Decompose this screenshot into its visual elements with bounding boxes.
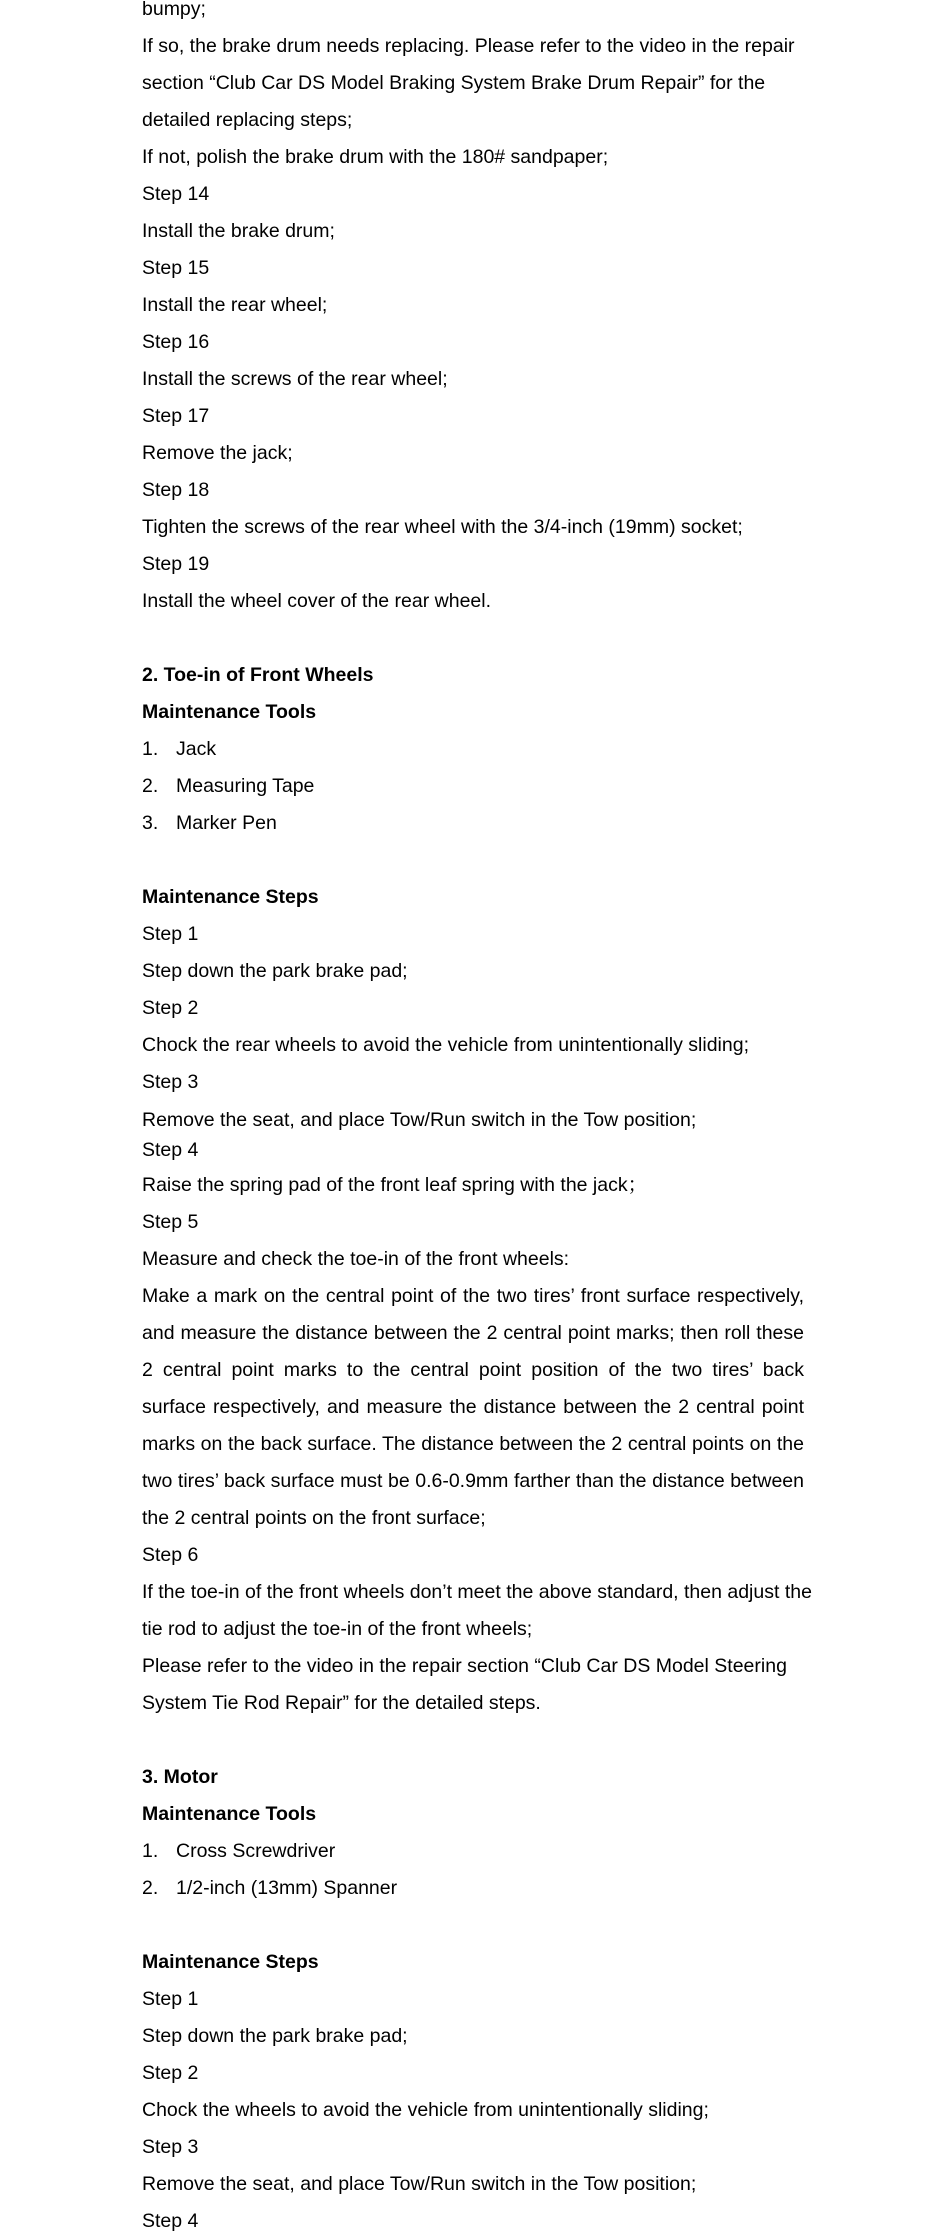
text-line: Step 3 <box>142 2136 199 2158</box>
text-line: If not, polish the brake drum with the 180# sandpaper; <box>142 146 609 168</box>
list-label: Jack <box>176 738 217 760</box>
text-line: Step 5 <box>142 1211 199 1233</box>
text-line: Step 2 <box>142 997 199 1019</box>
list-number: 1. <box>142 738 159 760</box>
text-line: Remove the jack; <box>142 442 293 464</box>
list-item <box>142 805 804 842</box>
text-line: Install the brake drum; <box>142 220 335 242</box>
text-line: Step 4 <box>142 2210 199 2232</box>
text-line: If so, the brake drum needs replacing. Please refer to the video in the repair <box>142 35 795 57</box>
text-line: If the toe-in of the front wheels don’t meet the above standard, then adjust the <box>142 1581 812 1603</box>
spacer <box>142 1722 804 1759</box>
text-line: section “Club Car DS Model Braking System Brake Drum Repair” for the <box>142 72 766 94</box>
step-label: Step 4 <box>142 1139 199 1161</box>
text-line: Remove the seat, and place Tow/Run switch in the Tow position; <box>142 2173 697 2195</box>
steps-group-a <box>142 916 804 1101</box>
list-label: Measuring Tape <box>176 775 315 797</box>
list-item <box>142 1833 804 1870</box>
list-number: 2. <box>142 1877 159 1899</box>
spacer <box>142 842 804 879</box>
steps-group-c <box>142 1537 812 1722</box>
text-line: Chock the rear wheels to avoid the vehicle from unintentionally sliding; <box>142 1034 749 1056</box>
list-label: Cross Screwdriver <box>176 1840 336 1862</box>
list-number: 1. <box>142 1840 159 1862</box>
list-item <box>142 731 804 768</box>
steps-heading: Maintenance Steps <box>142 1951 319 1973</box>
list-item <box>142 768 804 805</box>
steps-heading: Maintenance Steps <box>142 886 319 908</box>
text-line: Step 2 <box>142 2062 199 2084</box>
tools-list <box>142 731 804 842</box>
section-heading-motor: 3. Motor <box>142 1766 218 1788</box>
section-end <box>142 0 804 620</box>
list-number: 2. <box>142 775 159 797</box>
text-line: System Tie Rod Repair” for the detailed steps. <box>142 1692 541 1714</box>
tools-list <box>142 1833 804 1907</box>
tools-heading: Maintenance Tools <box>142 701 317 723</box>
text-line: Step 3 <box>142 1071 199 1093</box>
text-line: Tighten the screws of the rear wheel with the 3/4-inch (19mm) socket; <box>142 516 743 538</box>
text-line: Measure and check the toe-in of the front wheels: <box>142 1248 570 1270</box>
text-line: Please refer to the video in the repair section “Club Car DS Model Steering <box>142 1655 787 1677</box>
text-line: Step 6 <box>142 1544 199 1566</box>
steps-group <box>142 1981 804 2240</box>
list-label: 1/2-inch (13mm) Spanner <box>176 1877 398 1899</box>
text-line: Step 14 <box>142 183 210 205</box>
text-line: Step 15 <box>142 257 210 279</box>
text-line: detailed replacing steps; <box>142 109 353 131</box>
text-line: Chock the wheels to avoid the vehicle from unintentionally sliding; <box>142 2099 709 2121</box>
text-line: Install the rear wheel; <box>142 294 328 316</box>
list-item <box>142 1870 804 1907</box>
text-line: Install the wheel cover of the rear wheel. <box>142 590 492 612</box>
text-line: Step 18 <box>142 479 210 501</box>
measure-paragraph: Make a mark on the central point of the two tires’ front surface respectively, and measure the distance between the 2 central point marks; then roll these 2 central point marks to the central point position of the two tires’ back surface respectively, and measure the distance between the 2 central point marks on the back surface. The distance between the 2 central points on the two tires’ back surface must be 0.6-0.9mm farther than the distance between the 2 central points on the front surface; <box>142 1285 804 1529</box>
text-line: Step 19 <box>142 553 210 575</box>
text-line: Step 1 <box>142 923 199 945</box>
steps-group-b <box>142 1167 804 1278</box>
text-line: Step 17 <box>142 405 210 427</box>
spacer <box>142 620 804 657</box>
text-line: Step down the park brake pad; <box>142 2025 408 2047</box>
text-line: Step 1 <box>142 1988 199 2010</box>
text-line: Step 16 <box>142 331 210 353</box>
text-line: Install the screws of the rear wheel; <box>142 368 448 390</box>
text-line: tie rod to adjust the toe-in of the front wheels; <box>142 1618 533 1640</box>
tools-heading: Maintenance Tools <box>142 1803 317 1825</box>
text-line: Raise the spring pad of the front leaf spring with the jack； <box>142 1174 648 1196</box>
list-number: 3. <box>142 812 159 834</box>
step-text: Remove the seat, and place Tow/Run switch in the Tow position; <box>142 1109 697 1131</box>
section-heading-toe-in: 2. Toe-in of Front Wheels <box>142 664 374 686</box>
text-line: bumpy; <box>142 0 206 20</box>
document-page <box>142 0 812 2240</box>
text-line: Step down the park brake pad; <box>142 960 408 982</box>
spacer <box>142 1907 804 1944</box>
list-label: Marker Pen <box>176 812 277 834</box>
